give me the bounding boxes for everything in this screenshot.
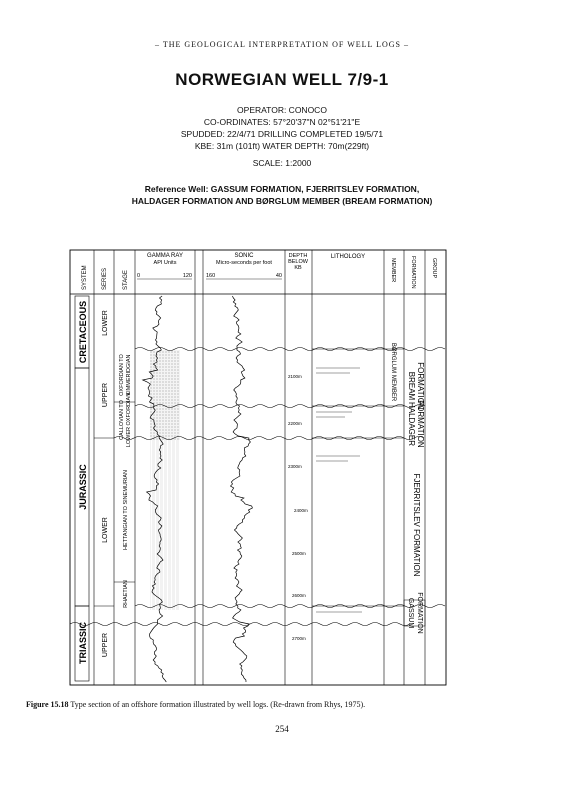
system-triassic: TRIASSIC — [78, 621, 88, 665]
formation-gassum-line2: FORMATION — [416, 592, 423, 634]
header-stage: STAGE — [123, 270, 129, 290]
page-number: 254 — [275, 724, 289, 734]
header-depth-3: KB — [294, 265, 302, 271]
stage-oxfordian-line2: KIMMERIDGIAN — [126, 354, 132, 396]
header-sonic-max: 40 — [275, 273, 282, 279]
header-gamma-units: API Units — [153, 260, 177, 266]
formation-haldager-line1: HALDAGER — [407, 401, 416, 447]
series-lower-cretaceous: LOWER — [102, 310, 109, 336]
header-gamma-title: GAMMA RAY — [147, 253, 183, 259]
depth-2600: 2600m — [292, 593, 306, 598]
formation-bream-line1: BREAM — [407, 371, 416, 401]
header-series: SERIES — [102, 267, 108, 290]
header-member: MEMBER — [390, 258, 396, 283]
depth-2700: 2700m — [292, 636, 306, 641]
column-dividers — [94, 250, 425, 685]
log-frame — [70, 250, 446, 685]
series-upper-jurassic: UPPER — [102, 382, 109, 408]
figure-caption — [26, 700, 546, 709]
spudded-line: SPUDDED: 22/4/71 DRILLING COMPLETED 19/5/71 — [180, 129, 384, 139]
formation-haldager-line2: FORMATION — [416, 400, 425, 448]
header-sonic-min: 160 — [206, 273, 216, 279]
header-group: GROUP — [431, 258, 437, 279]
formation-bream-line2: FORMATION — [416, 362, 425, 410]
header-depth-1: DEPTH — [288, 253, 308, 259]
kbe-line: KBE: 31m (101ft) WATER DEPTH: 70m(229ft) — [194, 141, 370, 151]
page-title: NORWEGIAN WELL 7/9-1 — [175, 70, 389, 89]
stage-oxfordian-line1: OXFORDIAN TO — [119, 354, 125, 396]
header-gamma-max: 120 — [182, 273, 192, 279]
running-header: – THE GEOLOGICAL INTERPRETATION OF WELL LOGS – — [154, 40, 409, 49]
stage-rhaetian: RHAETIAN — [123, 580, 129, 608]
series-lower-jurassic: LOWER — [102, 517, 109, 543]
caption-label: Figure 15.18 — [26, 700, 69, 709]
sonic-curve — [231, 296, 253, 682]
formation-fjerritslev: FJERRITSLEV FORMATION — [412, 473, 421, 577]
caption-text: Type section of an offshore formation illustrated by well logs. (Re-drawn from Rhys, 1975). — [68, 700, 366, 709]
header-gamma-min: 0 — [137, 273, 141, 279]
shale-fill-fjerritslev — [150, 480, 180, 610]
header-sonic-units: Micro-seconds per foot — [216, 260, 272, 266]
formation-gassum-line1: GASSUM — [407, 597, 414, 629]
header-lithology: LITHOLOGY — [330, 254, 366, 260]
stage-callovian-line1: CALLOVIAN TO — [119, 400, 125, 440]
reference-line-2: HALDAGER FORMATION AND BØRGLUM MEMBER (BREAM FORMATION) — [131, 196, 433, 206]
member-borglum: BØRGLUM MEMBER — [390, 342, 396, 402]
stage-callovian-line2: LOWER OXFORDIAN — [126, 392, 132, 448]
series-upper-triassic: UPPER — [102, 632, 109, 658]
depth-2500: 2500m — [292, 551, 306, 556]
header-sonic-title: SONIC — [234, 253, 254, 259]
reference-line-1: Reference Well: GASSUM FORMATION, FJERRITSLEV FORMATION, — [144, 184, 420, 194]
depth-2100: 2100m — [288, 374, 302, 379]
header-depth-2: BELOW — [288, 259, 308, 265]
depth-2300: 2300m — [288, 464, 302, 469]
system-jurassic: JURASSIC — [78, 464, 88, 510]
header-system: SYSTEM — [82, 265, 88, 290]
header-formation: FORMATION — [410, 256, 416, 289]
stage-hettangian: HETTANGIAN TO SINEMURIAN — [123, 469, 129, 551]
depth-2200: 2200m — [288, 421, 302, 426]
coordinates-line: CO-ORDINATES: 57°20'37"N 02°51'21"E — [203, 117, 361, 127]
depth-2400: 2400m — [294, 508, 308, 513]
scale-line: SCALE: 1:2000 — [252, 158, 312, 168]
system-cretaceous: CRETACEOUS — [78, 300, 88, 364]
operator-line: OPERATOR: CONOCO — [237, 105, 327, 115]
